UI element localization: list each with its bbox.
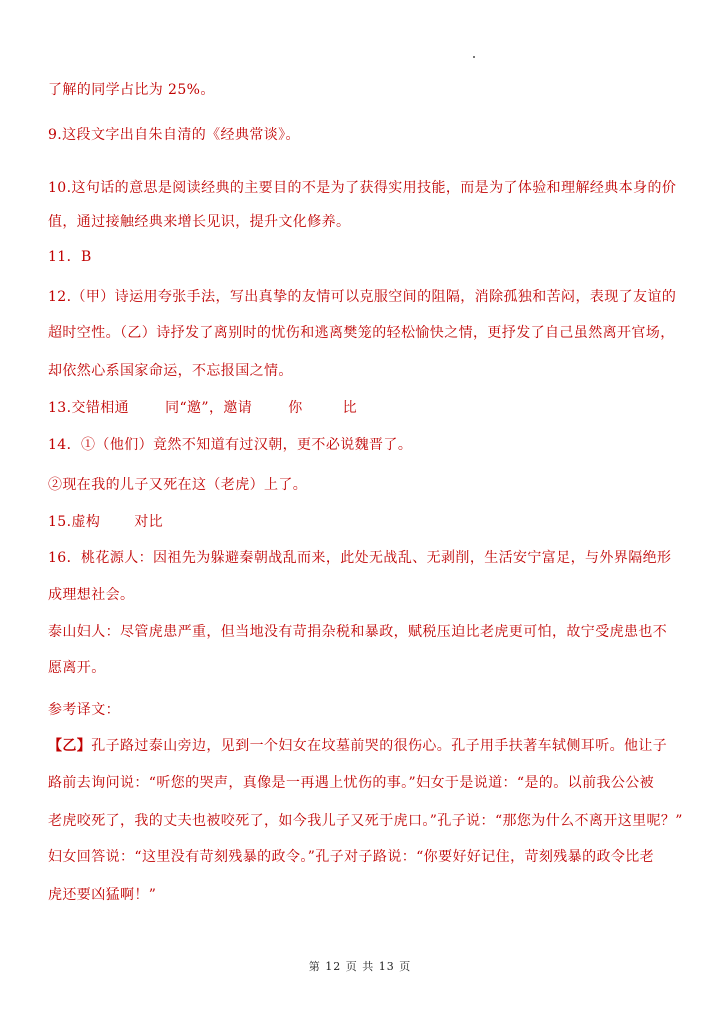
answer-14-line-1: 14．①（他们）竟然不知道有过汉朝，更不必说魏晋了。 bbox=[48, 437, 413, 453]
answer-16-line-4: 愿离开。 bbox=[48, 660, 106, 676]
answer-15-item-1: 15.虚构 bbox=[48, 514, 101, 530]
answer-10-line-2: 值，通过接触经典来增长见识，提升文化修养。 bbox=[48, 214, 351, 230]
section-mark: 【乙】 bbox=[48, 738, 92, 754]
translation-line-1-text: 孔子路过泰山旁边，见到一个妇女在坟墓前哭的很伤心。孔子用手扶著车轼侧耳听。他让子 bbox=[91, 738, 668, 754]
speck-mark bbox=[473, 56, 475, 58]
translation-line-2: 路前去询问说：“听您的哭声，真像是一再遇上忧伤的事。”妇女于是说道：“是的。以前我公公被 bbox=[48, 775, 655, 791]
answer-16-line-1: 16．桃花源人：因祖先为躲避秦朝战乱而来，此处无战乱、无剥削，生活安宁富足，与外界隔绝形 bbox=[48, 550, 672, 566]
answer-13-item-3: 你 bbox=[288, 400, 303, 416]
translation-line-1 bbox=[48, 735, 688, 757]
page-number-footer: 第 12 页 共 13 页 bbox=[308, 960, 412, 973]
answer-13 bbox=[48, 397, 688, 419]
answer-15-item-2: 对比 bbox=[134, 514, 164, 530]
answer-14-line-2: ②现在我的儿子又死在这（老虎）上了。 bbox=[48, 477, 308, 493]
translation-line-3: 老虎咬死了，我的丈夫也被咬死了，如今我儿子又死于虎口。”孔子说：“那您为什么不离开这里呢？” bbox=[48, 813, 683, 829]
answer-16-line-2: 成理想社会。 bbox=[48, 587, 135, 603]
answer-15 bbox=[48, 511, 688, 533]
answer-13-item-2: 同“邀”，邀请 bbox=[165, 400, 253, 416]
answer-13-item-1: 13.交错相通 bbox=[48, 400, 130, 416]
answer-9: 9.这段文字出自朱自清的《经典常谈》。 bbox=[48, 127, 300, 143]
answer-12-line-2: 超时空性。（乙）诗抒发了离别时的忧伤和逃离樊笼的轻松愉快之情，更抒发了自己虽然离开官场， bbox=[48, 325, 675, 341]
answer-12-line-3: 却依然心系国家命运，不忘报国之情。 bbox=[48, 363, 293, 379]
answer-16-line-3: 泰山妇人：尽管虎患严重，但当地没有苛捐杂税和暴政，赋税压迫比老虎更可怕，故宁受虎患也不 bbox=[48, 624, 668, 640]
translation-line-4: 妇女回答说：“这里没有苛刻残暴的政令。”孔子对子路说：“你要好好记住，苛刻残暴的政令比老 bbox=[48, 849, 655, 865]
answer-11: 11．B bbox=[48, 249, 92, 265]
answer-13-item-4: 比 bbox=[342, 400, 358, 416]
answer-12-line-1: 12.（甲）诗运用夸张手法，写出真挚的友情可以克服空间的阻隔，消除孤独和苦闷，表现了友谊的 bbox=[48, 289, 677, 305]
text-line-1: 了解的同学占比为 25%。 bbox=[48, 82, 215, 98]
translation-line-5: 虎还要凶猛啊！” bbox=[48, 887, 157, 903]
answer-10-line-1: 10.这句话的意思是阅读经典的主要目的不是为了获得实用技能，而是为了体验和理解经典本身的价 bbox=[48, 180, 677, 196]
reference-translation-heading: 参考译文： bbox=[48, 702, 120, 718]
